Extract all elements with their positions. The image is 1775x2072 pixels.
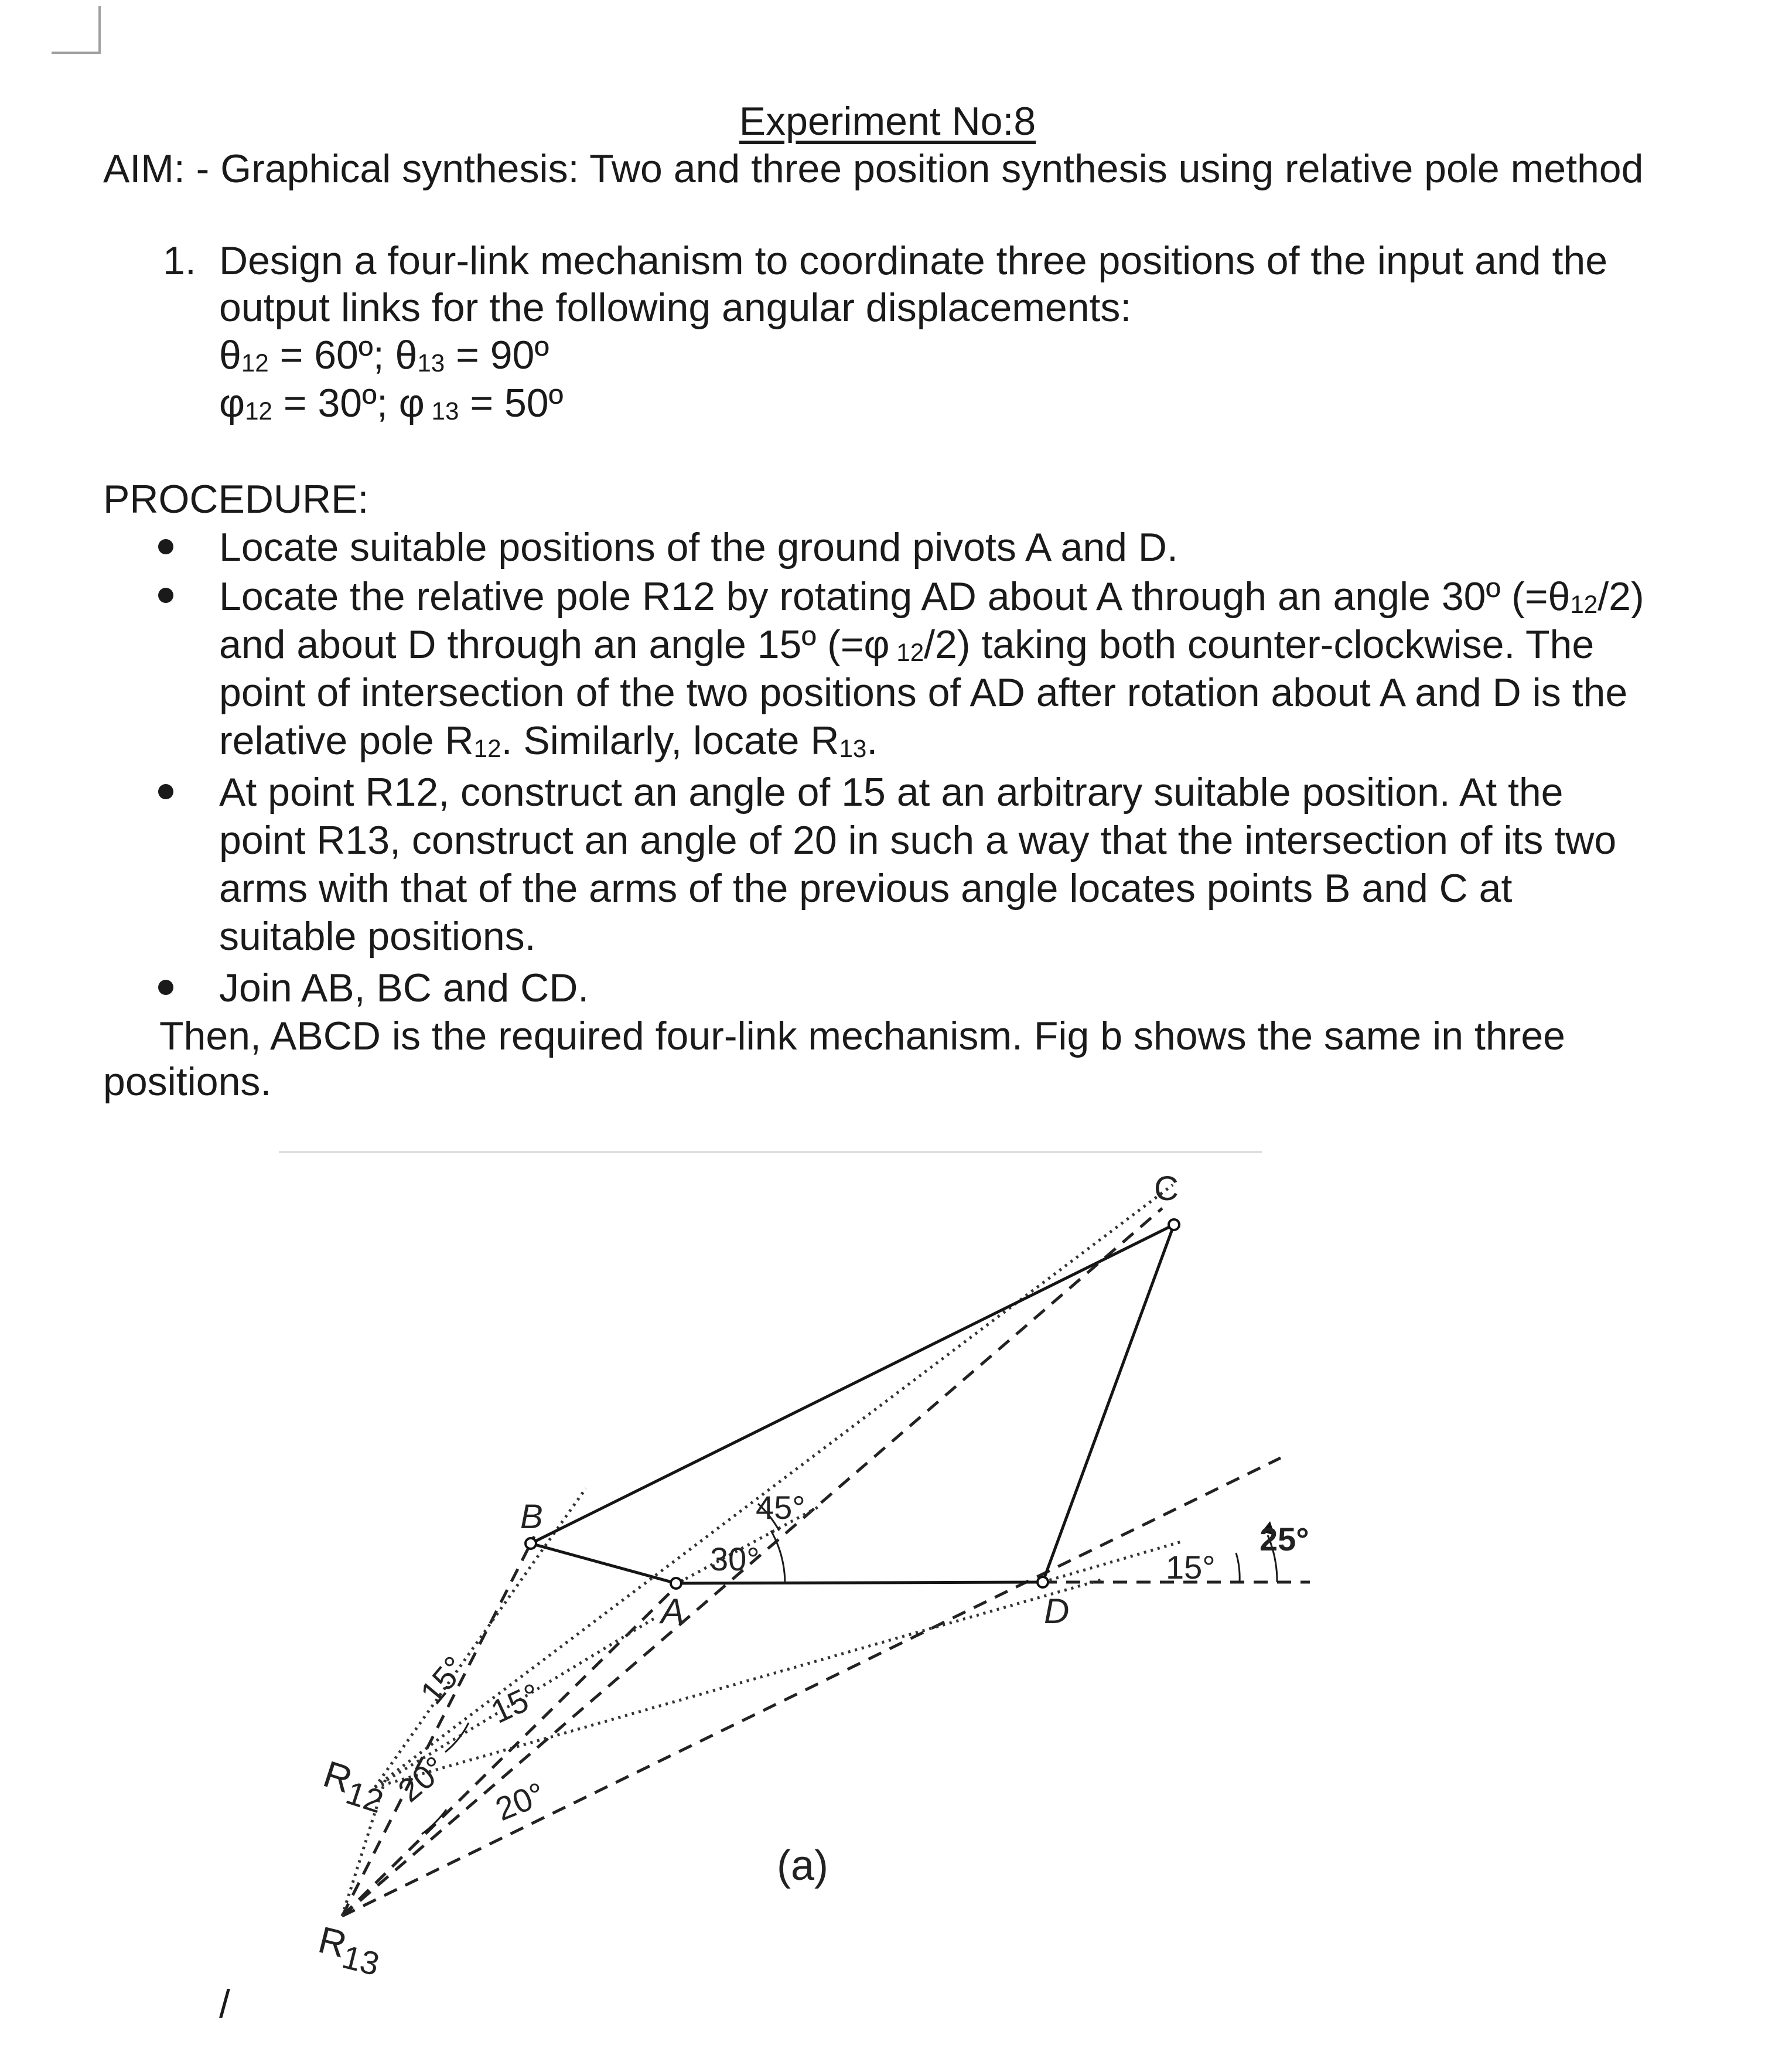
step2-l4-c: .: [866, 718, 878, 763]
step2-l2-b: /2) taking both counter-clockwise. The: [924, 622, 1595, 667]
label-C: C: [1154, 1170, 1179, 1208]
link-CD: [1043, 1225, 1174, 1582]
link-BC: [531, 1225, 1174, 1543]
label-R13: [312, 1918, 386, 1983]
joint-B: [525, 1538, 536, 1549]
theta-sub-12: 12: [241, 349, 269, 377]
angle-arc-R13: [422, 1809, 446, 1834]
procedure-step-3-line-2: point R13, construct an angle of 20 in such a way that the intersection of its two: [219, 818, 1617, 863]
joint-C: [1169, 1219, 1179, 1230]
label-R12-main: R: [318, 1752, 357, 1801]
phi-eq-1: = 30º; φ: [272, 381, 425, 425]
procedure-step-3-line-3: arms with that of the arms of the previous angle locates points B and C at: [219, 866, 1513, 911]
link-AD-ground: [676, 1582, 1043, 1583]
procedure-step-1: Locate suitable positions of the ground pivots A and D.: [219, 525, 1178, 570]
figure-caption: (a): [777, 1842, 828, 1889]
problem-line-1: Design a four-link mechanism to coordinate three positions of the input and the: [219, 238, 1608, 283]
label-angle-20-R13-second: 20°: [490, 1774, 551, 1828]
step2-text-b: /2): [1598, 574, 1644, 619]
problem-number: 1.: [163, 238, 196, 283]
label-A: A: [661, 1592, 685, 1631]
label-B: B: [520, 1498, 543, 1536]
step2-l2-a: and about D through an angle 15º (=φ: [219, 622, 890, 667]
procedure-step-4: Join AB, BC and CD.: [219, 966, 589, 1010]
joint-D: [1037, 1577, 1048, 1587]
phi-sub-13: 13: [424, 397, 459, 425]
label-angle-45: 45°: [756, 1489, 805, 1526]
phi-symbol: φ: [219, 381, 245, 425]
step2-l2-sub: 12: [889, 639, 924, 667]
label-R13-main: R: [314, 1918, 351, 1966]
step2-text-a: Locate the relative pole R12 by rotating AD about A through an angle 30º (=θ: [219, 574, 1571, 619]
step2-l4-b: . Similarly, locate R: [501, 718, 839, 763]
four-link-mechanism: [531, 1225, 1174, 1583]
link-AB: [531, 1543, 676, 1583]
theta-eq-2: = 90º: [445, 333, 549, 377]
phi-eq-2: = 50º: [459, 381, 564, 425]
procedure-step-3-line-1: At point R12, construct an angle of 15 at an arbitrary suitable position. At the: [219, 770, 1564, 815]
step2-l4-a: relative pole R: [219, 718, 474, 763]
label-R12: [316, 1753, 392, 1820]
conclusion-line-2: positions.: [103, 1059, 272, 1104]
angle-arc-R12: [445, 1723, 469, 1752]
label-angle-15-D: 15°: [1166, 1549, 1216, 1586]
joint-A: [671, 1578, 681, 1589]
page-title: Experiment No:8: [739, 99, 1036, 144]
procedure-heading: PROCEDURE:: [103, 477, 369, 522]
theta-symbol-2: θ: [395, 333, 418, 377]
step2-sub-a: 12: [1570, 591, 1598, 619]
aim-text: AIM: - Graphical synthesis: Two and three position synthesis using relative pole method: [103, 146, 1644, 191]
theta-sub-13: 13: [417, 349, 445, 377]
step2-l4-sub1: 12: [473, 735, 501, 763]
procedure-step-2-line-3: point of intersection of the two positions of AD after rotation about A and D is the: [219, 670, 1628, 715]
label-angle-15-R12: 15°: [412, 1649, 473, 1711]
label-D: D: [1044, 1592, 1070, 1631]
problem-line-2: output links for the following angular displacements:: [219, 285, 1132, 330]
step2-l4-sub2: 13: [839, 735, 867, 763]
phi-sub-12: 12: [245, 397, 272, 425]
label-angle-25: 25°: [1259, 1521, 1309, 1558]
theta-symbol: θ: [219, 333, 241, 377]
theta-eq-1: = 60º;: [268, 333, 395, 377]
label-R12-sub: 12: [342, 1773, 388, 1821]
angle-arc-A: [771, 1531, 785, 1583]
construction-lines: [342, 1185, 1310, 1916]
label-angle-15-R12-second: 15°: [485, 1675, 546, 1730]
label-angle-20-R13: 20°: [391, 1749, 453, 1809]
angle-arc-D: [1236, 1553, 1240, 1582]
label-R13-sub: 13: [339, 1938, 383, 1983]
procedure-step-3-line-4: suitable positions.: [219, 914, 536, 959]
conclusion-line-1: Then, ABCD is the required four-link mechanism. Fig b shows the same in three: [159, 1014, 1565, 1058]
footer-mark: /: [219, 1982, 230, 2026]
label-angle-30: 30°: [710, 1541, 760, 1577]
